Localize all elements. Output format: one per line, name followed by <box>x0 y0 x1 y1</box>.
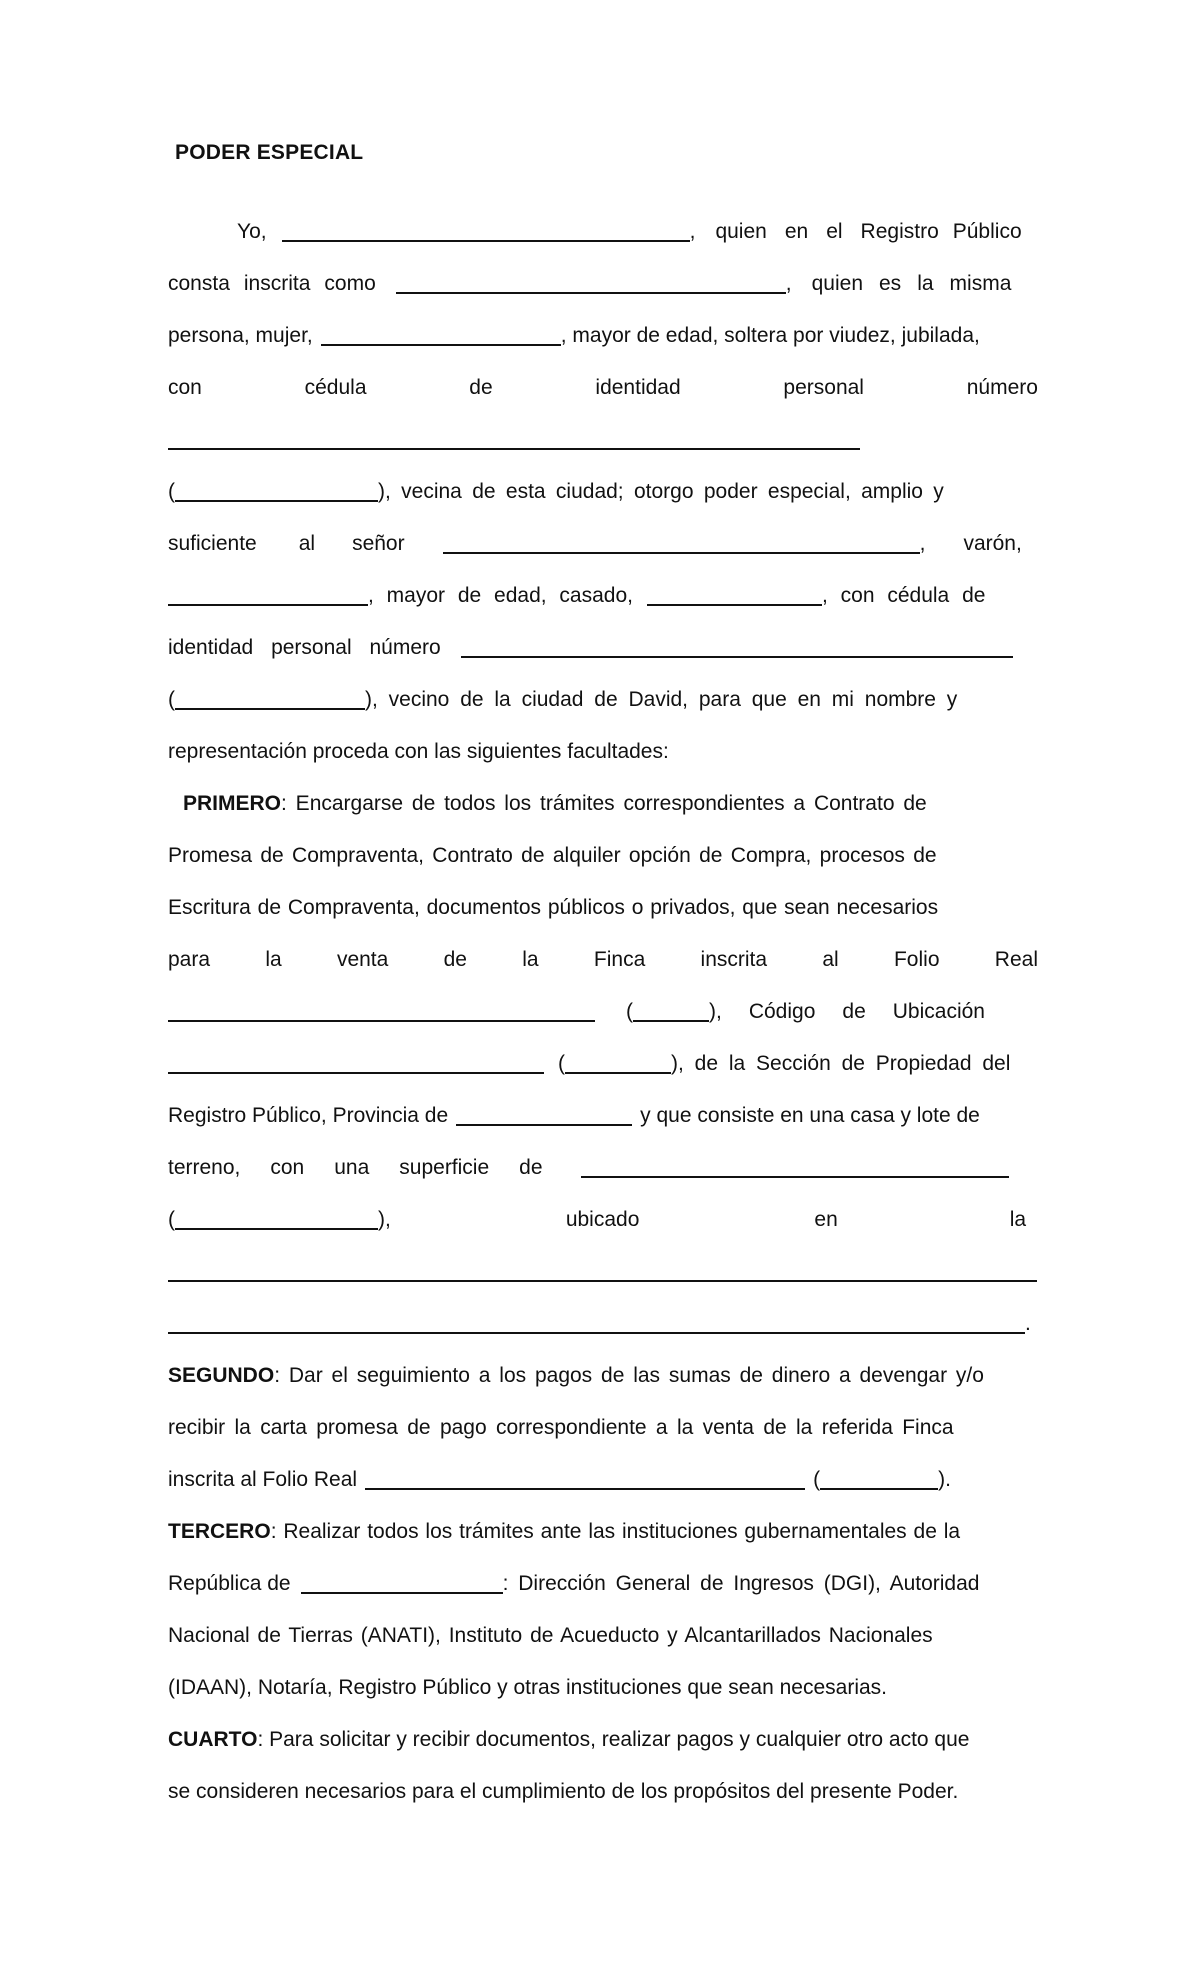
text: suficiente <box>168 532 257 555</box>
text: Yo, <box>237 220 267 243</box>
text: venta <box>336 948 389 971</box>
blank-field <box>820 1468 938 1490</box>
text-line <box>168 946 1038 974</box>
text: inscrita <box>243 272 311 295</box>
text: : Realizar todos los trámites ante las instituciones gubernamentales de la <box>270 1520 961 1543</box>
clause-heading: TERCERO <box>168 1520 271 1543</box>
text-line <box>168 1310 1038 1338</box>
text: : Encargarse de todos los trámites correspondientes a Contrato de <box>281 792 927 815</box>
blank-field <box>365 1468 805 1490</box>
clause-heading: CUARTO <box>168 1728 258 1751</box>
text: número <box>966 376 1038 399</box>
blank-field <box>168 584 368 606</box>
blank-field <box>321 324 561 346</box>
text: personal <box>783 376 864 399</box>
text: persona, mujer, <box>168 324 313 347</box>
text-line <box>168 1726 1038 1754</box>
text: con <box>270 1156 305 1179</box>
text: la <box>1009 1208 1027 1231</box>
text: , mayor de edad, casado, <box>368 584 633 607</box>
blank-field <box>168 428 860 450</box>
text-line <box>168 270 1038 298</box>
text-line <box>168 1622 1038 1650</box>
blank-field <box>647 584 822 606</box>
text: al <box>822 948 839 971</box>
text-line <box>168 530 1038 558</box>
text-line <box>168 374 1038 402</box>
text: República de <box>168 1572 291 1595</box>
text: al <box>298 532 316 555</box>
blank-field <box>461 636 1013 658</box>
blank-field <box>581 1156 1009 1178</box>
text: con <box>168 376 202 399</box>
text-line <box>168 894 1038 922</box>
text: superficie <box>399 1156 490 1179</box>
text: , <box>785 272 792 295</box>
text: misma <box>949 272 1012 295</box>
text-line <box>168 790 1038 818</box>
text: ), de la Sección de Propiedad del <box>671 1052 1011 1075</box>
blank-field <box>456 1104 632 1126</box>
text: en <box>814 1208 838 1231</box>
text: de <box>842 1000 866 1023</box>
blank-field <box>168 1260 1037 1282</box>
text: : Dar el seguimiento a los pagos de las sumas de dinero a devengar y/o <box>274 1364 984 1387</box>
text: consta <box>168 272 230 295</box>
text: ubicado <box>565 1208 640 1231</box>
text: Escritura de Compraventa, documentos públicos o privados, que sean necesarios <box>168 896 939 919</box>
text: : Dirección General de Ingresos (DGI), Autoridad <box>502 1572 980 1595</box>
text: , <box>689 220 696 243</box>
text: Público <box>952 220 1022 243</box>
text: terreno, <box>168 1156 241 1179</box>
text: varón, <box>963 532 1022 555</box>
text: una <box>334 1156 370 1179</box>
text: para <box>168 948 211 971</box>
text: el <box>826 220 843 243</box>
text: quien <box>715 220 767 243</box>
text: recibir la carta promesa de pago correspondiente a la venta de la referida Finca <box>168 1416 954 1439</box>
text: Nacional de Tierras (ANATI), Instituto de Acueducto y Alcantarillados Nacionales <box>168 1624 933 1647</box>
blank-field <box>565 1052 671 1074</box>
text: , mayor de edad, soltera por viudez, jubilada, <box>560 324 980 347</box>
text: ( <box>626 1000 633 1023</box>
text: ( <box>168 688 175 711</box>
text-line <box>168 1206 1038 1234</box>
text: señor <box>352 532 405 555</box>
text-line <box>168 582 1038 610</box>
text-line <box>168 426 1038 454</box>
blank-field <box>168 1000 595 1022</box>
text-line <box>168 1570 1038 1598</box>
text: de <box>519 1156 543 1179</box>
text: cédula <box>304 376 367 399</box>
text: : Para solicitar y recibir documentos, realizar pagos y cualquier otro acto que <box>257 1728 970 1751</box>
text: como <box>324 272 376 295</box>
text-line <box>168 842 1038 870</box>
document-title: PODER ESPECIAL <box>175 141 364 164</box>
text-line <box>168 998 1038 1026</box>
text: Promesa de Compraventa, Contrato de alquiler opción de Compra, procesos de <box>168 844 937 867</box>
text-line <box>168 1154 1038 1182</box>
text: de <box>443 948 467 971</box>
text-line <box>168 1050 1038 1078</box>
text: ). <box>938 1468 951 1491</box>
text: inscrita <box>700 948 768 971</box>
text: ), <box>378 1208 391 1231</box>
text: en <box>784 220 809 243</box>
blank-field <box>175 480 378 502</box>
text: la <box>917 272 934 295</box>
text: se consideren necesarios para el cumplimiento de los propósitos del presente Poder. <box>168 1780 959 1803</box>
text: representación proceda con las siguientes facultades: <box>168 740 669 763</box>
clause-heading: SEGUNDO <box>168 1364 275 1387</box>
blank-field <box>175 688 365 710</box>
text: identidad <box>595 376 681 399</box>
text-line <box>168 738 1038 766</box>
text: Ubicación <box>892 1000 985 1023</box>
text-line <box>168 1778 1038 1806</box>
blank-field <box>168 1052 544 1074</box>
text: ( <box>168 480 175 503</box>
text: la <box>522 948 539 971</box>
text: es <box>879 272 902 295</box>
text: ( <box>558 1052 565 1075</box>
text: ), vecina de esta ciudad; otorgo poder especial, amplio y <box>378 480 944 503</box>
text: (IDAAN), Notaría, Registro Público y otras instituciones que sean necesarias. <box>168 1676 887 1699</box>
text-line <box>168 478 1038 506</box>
blank-field <box>282 220 690 242</box>
text: Finca <box>593 948 646 971</box>
blank-field <box>443 532 920 554</box>
blank-field <box>633 1000 709 1022</box>
text-line <box>168 1466 1038 1494</box>
blank-field <box>301 1572 503 1594</box>
text-line <box>168 322 1038 350</box>
text: inscrita al Folio Real <box>168 1468 358 1491</box>
text: Registro Público, Provincia de <box>168 1104 449 1127</box>
text-line <box>168 686 1038 714</box>
text: , <box>919 532 926 555</box>
text: quien <box>811 272 863 295</box>
blank-field <box>175 1208 378 1230</box>
text-line <box>168 1674 1038 1702</box>
blank-field <box>396 272 786 294</box>
text: , con cédula de <box>821 584 986 607</box>
text: Folio <box>893 948 940 971</box>
text: identidad personal número <box>168 636 441 659</box>
text-line <box>168 634 1038 662</box>
text-line <box>168 1518 1038 1546</box>
text: de <box>469 376 493 399</box>
text-line <box>168 218 1038 246</box>
text-line <box>168 1102 1038 1130</box>
text: ( <box>813 1468 821 1491</box>
blank-field <box>168 1312 1025 1334</box>
text: Código <box>748 1000 816 1023</box>
clause-heading: PRIMERO <box>183 792 282 815</box>
text: y que consiste en una casa y lote de <box>640 1104 980 1127</box>
text-line <box>168 1414 1038 1442</box>
text: la <box>265 948 282 971</box>
text: Registro <box>860 220 939 243</box>
text: . <box>1025 1312 1031 1335</box>
text-line <box>168 1362 1038 1390</box>
text: ), <box>709 1000 722 1023</box>
text: Real <box>994 948 1038 971</box>
text-line <box>168 1258 1038 1286</box>
text: ( <box>168 1208 175 1231</box>
text: ), vecino de la ciudad de David, para que en mi nombre y <box>365 688 958 711</box>
